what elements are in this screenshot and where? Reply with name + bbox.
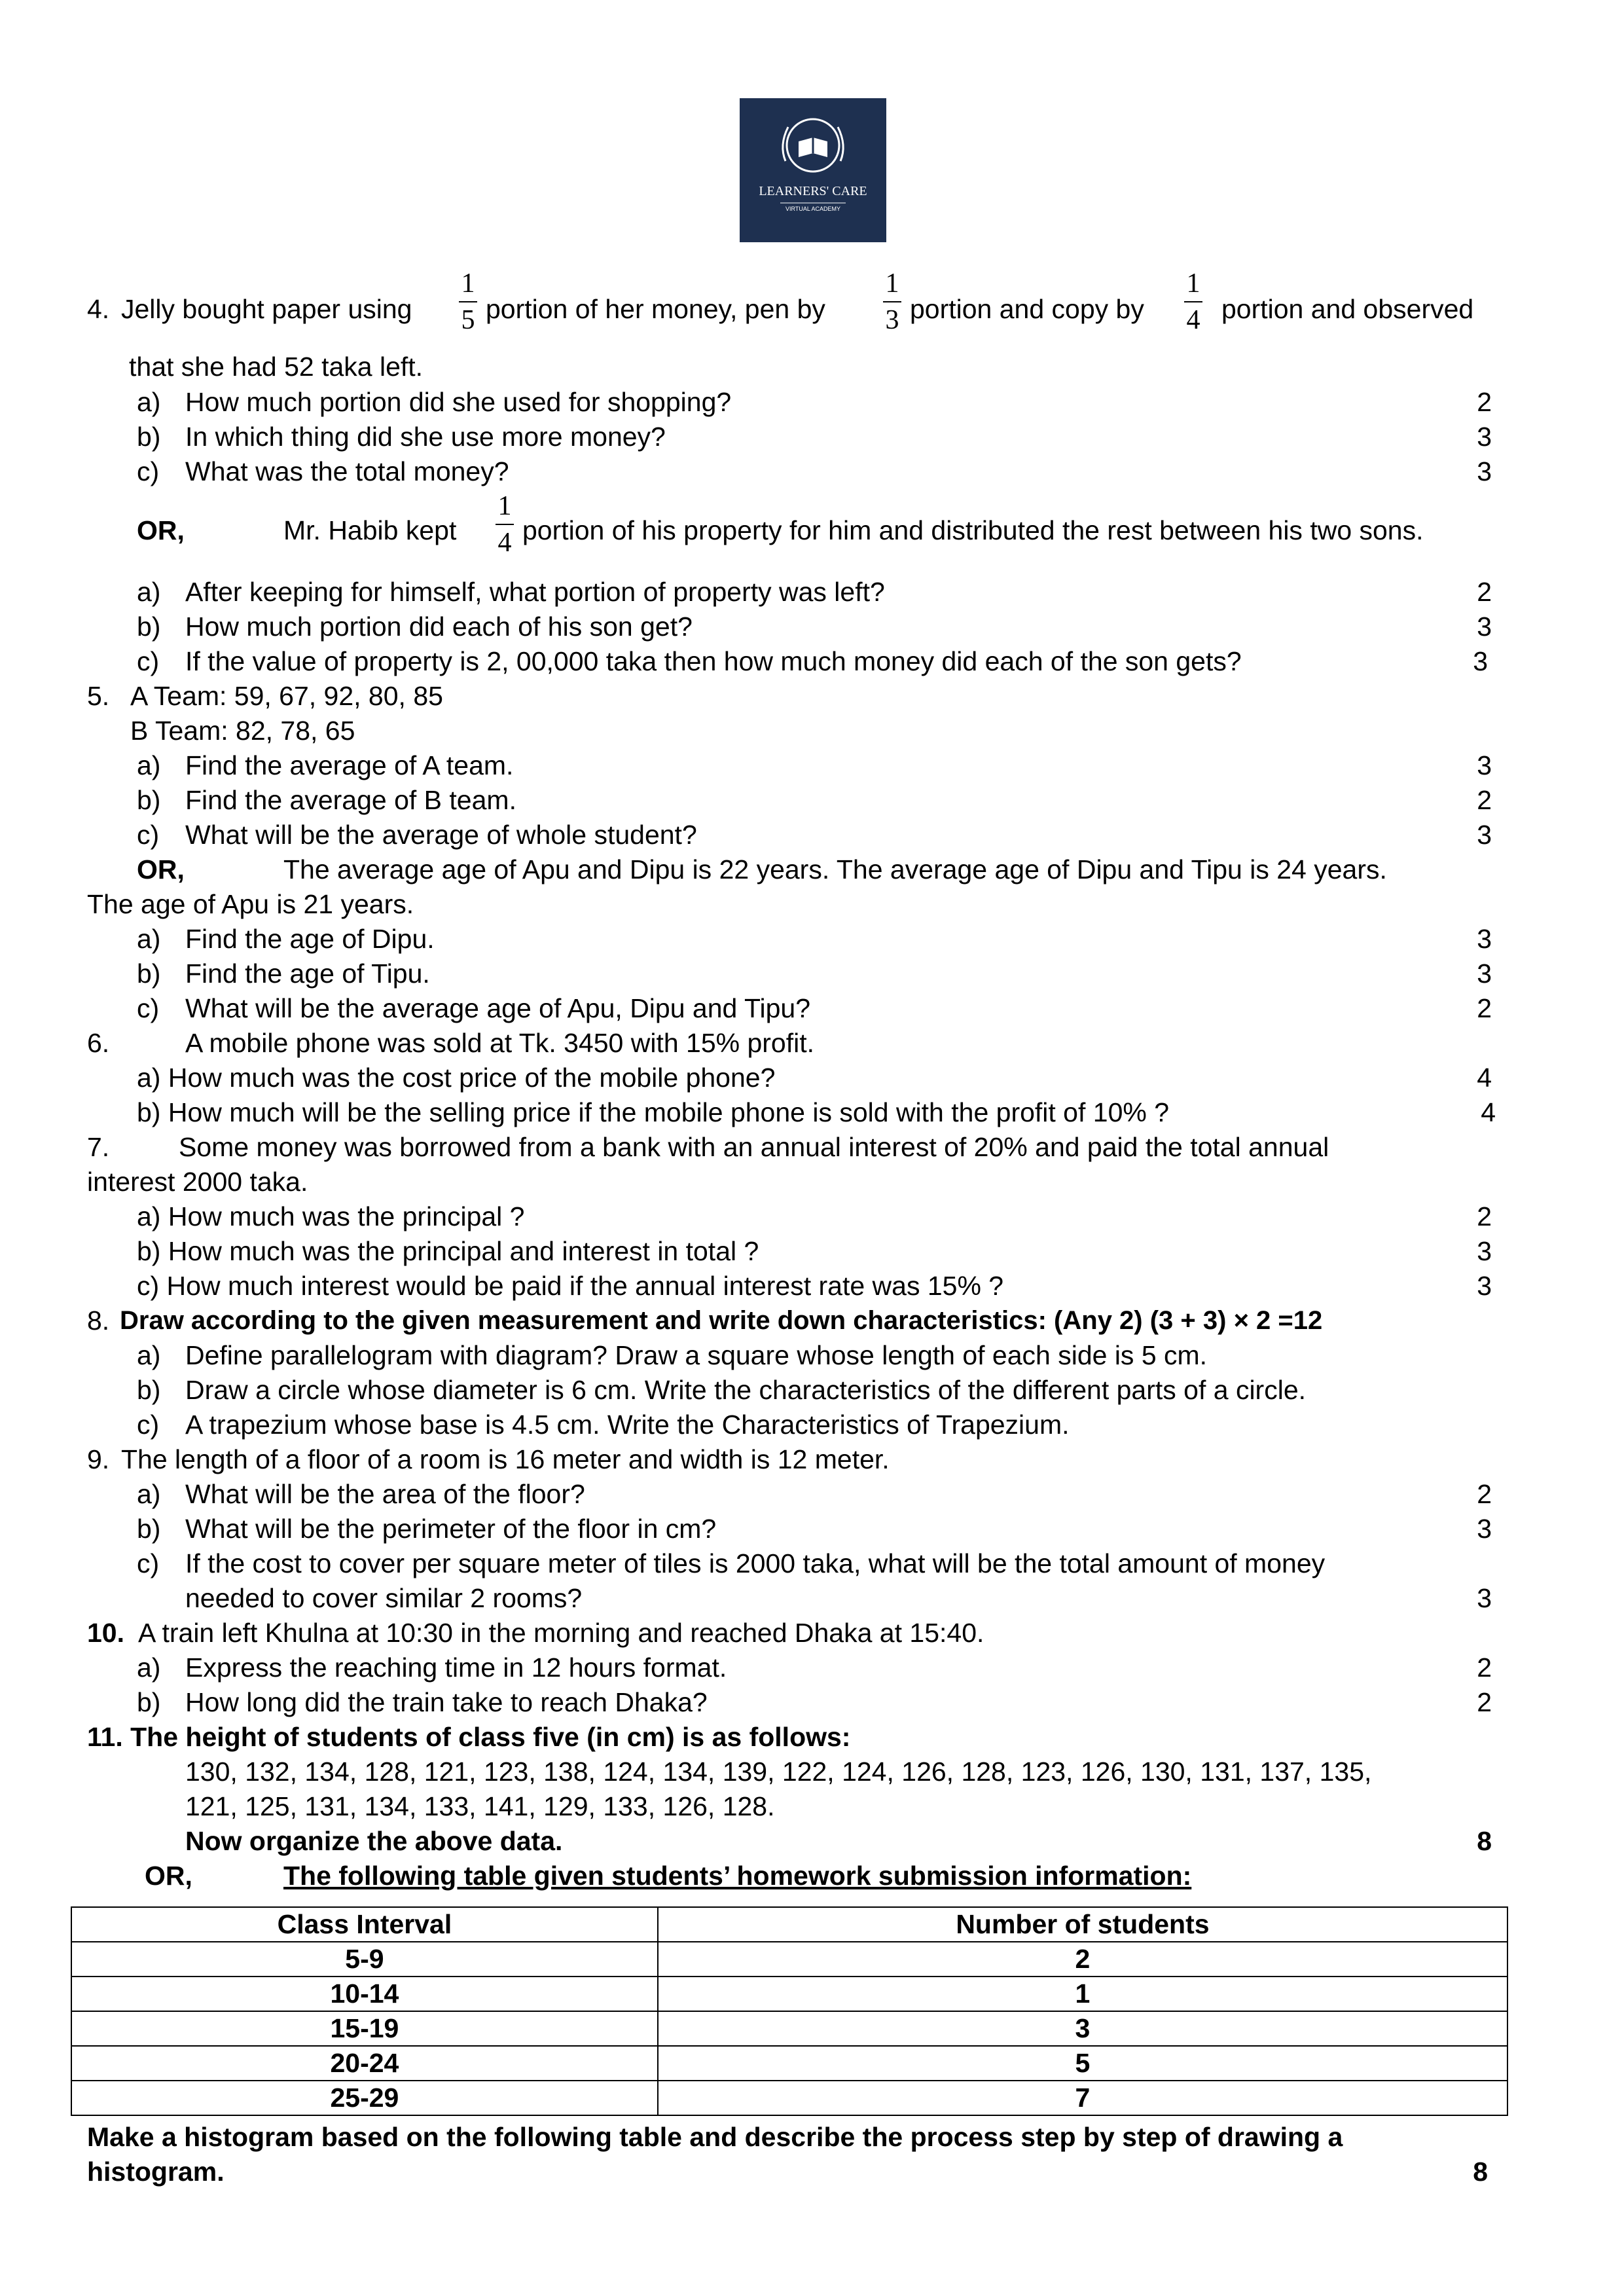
q8-number: 8. [87,1305,110,1336]
q4-continuation: that she had 52 taka left. [129,352,424,382]
logo-title: LEARNERS' CARE [759,184,867,198]
q4-or-a-label: a) [137,577,161,607]
q9b-label: b) [137,1514,161,1544]
logo-emblem [740,98,886,242]
q4-or-text-part2: portion of his property for him and distributed the rest between his two sons. [522,515,1424,545]
q11-heading: 11. The height of students of class five (in cm) is as follows: [87,1722,851,1752]
q5-or-label: OR, [137,854,185,884]
q4-text-part2: portion of her money, pen by [486,294,825,324]
q4-or-b-marks: 3 [1477,611,1492,642]
q5-or-c-text: What will be the average age of Apu, Dipu and Tipu? [185,993,811,1023]
q4b-text: In which thing did she use more money? [185,422,666,452]
q11-or-instruction-line2: histogram. [87,2157,225,2187]
q8a-label: a) [137,1340,161,1370]
q5-number: 5. [87,681,110,711]
q4-text-part4: portion and observed [1221,294,1474,324]
q6b-marks: 4 [1481,1097,1496,1127]
q11-or-label: OR, [145,1861,192,1891]
q9c-marks: 3 [1477,1583,1492,1613]
table-cell-interval: 25-29 [71,2081,658,2115]
q9c-text: If the cost to cover per square meter of tiles is 2000 taka, what will be the total amount of money [185,1548,1326,1578]
q6-number: 6. [87,1028,110,1058]
q5-or-b-label: b) [137,958,161,989]
table-cell-interval: 15-19 [71,2011,658,2046]
q9a-marks: 2 [1477,1479,1492,1509]
q4a-marks: 2 [1477,387,1492,417]
q8b-text: Draw a circle whose diameter is 6 cm. Write the characteristics of the different parts of a circle. [185,1375,1307,1405]
q4-fraction-3: 1 4 [1182,270,1204,334]
q11-or-instruction-line1: Make a histogram based on the following table and describe the process step by step of drawing a [87,2122,1343,2152]
q10b-label: b) [137,1687,161,1717]
q8c-text: A trapezium whose base is 4.5 cm. Write the Characteristics of Trapezium. [185,1410,1070,1440]
q5-team-b: B Team: 82, 78, 65 [130,716,355,746]
q5a-label: a) [137,750,161,780]
q5-team-a: A Team: 59, 67, 92, 80, 85 [130,681,443,711]
q4-text-part3: portion and copy by [910,294,1144,324]
q5a-text: Find the average of A team. [185,750,514,780]
q9b-text: What will be the perimeter of the floor in cm? [185,1514,717,1544]
q4-or-text-part1: Mr. Habib kept [283,515,457,545]
academy-logo [740,98,886,242]
q10a-label: a) [137,1652,161,1683]
q10-number: 10. [87,1618,124,1648]
q10-text: A train left Khulna at 10:30 in the morning and reached Dhaka at 15:40. [138,1618,984,1648]
homework-table [71,1906,1508,2116]
q4a-label: a) [137,387,161,417]
q5b-label: b) [137,785,161,815]
q5-or-a-text: Find the age of Dipu. [185,924,435,954]
table-cell-count: 7 [658,2081,1507,2115]
q5-or-continuation: The age of Apu is 21 years. [87,889,414,919]
q4-or-c-text: If the value of property is 2, 00,000 taka then how much money did each of the son gets? [185,646,1242,676]
q11-or-marks: 8 [1473,2157,1488,2187]
q5a-marks: 3 [1477,750,1492,780]
q8b-label: b) [137,1375,161,1405]
q8a-text: Define parallelogram with diagram? Draw a square whose length of each side is 5 cm. [185,1340,1208,1370]
q7b-marks: 3 [1477,1236,1492,1266]
table-cell-count: 1 [658,1977,1507,2011]
logo-subtitle: VIRTUAL ACADEMY [785,206,841,212]
q6-text: A mobile phone was sold at Tk. 3450 with 15% profit. [185,1028,815,1058]
q11-or-text: The following table given students’ homework submission information: [283,1861,1192,1891]
q11-data-line2: 121, 125, 131, 134, 133, 141, 129, 133, 126, 128. [185,1791,775,1821]
q5-or-text: The average age of Apu and Dipu is 22 years. The average age of Dipu and Tipu is 24 years. [283,854,1387,884]
table-header-row [71,1907,1507,1942]
table-header-number-of-students: Number of students [658,1907,1507,1942]
q11-data-line1: 130, 132, 134, 128, 121, 123, 138, 124, 134, 139, 122, 124, 126, 128, 123, 126, 130, 131, 137, 135, [185,1757,1372,1787]
q4-or-c-label: c) [137,646,160,676]
table-row [71,1942,1507,1977]
q4-or-a-marks: 2 [1477,577,1492,607]
q9a-text: What will be the area of the floor? [185,1479,585,1509]
q4a-text: How much portion did she used for shopping? [185,387,732,417]
q4c-label: c) [137,456,160,486]
q7-text: Some money was borrowed from a bank with an annual interest of 20% and paid the total annual [179,1132,1329,1162]
q9-number: 9. [87,1444,110,1474]
q7-number: 7. [87,1132,110,1162]
table-cell-count: 5 [658,2046,1507,2081]
q4b-label: b) [137,422,161,452]
q10a-text: Express the reaching time in 12 hours format. [185,1652,727,1683]
q9b-marks: 3 [1477,1514,1492,1544]
q5c-text: What will be the average of whole student? [185,820,697,850]
q4-or-label: OR, [137,515,185,545]
q10b-text: How long did the train take to reach Dhaka? [185,1687,708,1717]
q6a-marks: 4 [1477,1063,1492,1093]
q5-or-b-text: Find the age of Tipu. [185,958,430,989]
q5-or-a-marks: 3 [1477,924,1492,954]
q7c-text: c) How much interest would be paid if the annual interest rate was 15% ? [137,1271,1004,1301]
table-row [71,2011,1507,2046]
q5c-label: c) [137,820,160,850]
q11-marks: 8 [1477,1826,1492,1856]
q4-or-c-marks: 3 [1473,646,1488,676]
q8c-label: c) [137,1410,160,1440]
q4-fraction-2: 1 3 [881,270,903,334]
q4-or-b-label: b) [137,611,161,642]
q4-or-b-text: How much portion did each of his son get? [185,611,693,642]
q9c-continuation: needed to cover similar 2 rooms? [185,1583,583,1613]
q4-fraction-1: 1 5 [457,270,479,334]
table-cell-interval: 5-9 [71,1942,658,1977]
table-row [71,2081,1507,2115]
q4-text-part1: Jelly bought paper using [121,294,412,324]
table-header-class-interval: Class Interval [71,1907,658,1942]
q6b-text: b) How much will be the selling price if the mobile phone is sold with the profit of 10% ? [137,1097,1170,1127]
q4b-marks: 3 [1477,422,1492,452]
q7c-marks: 3 [1477,1271,1492,1301]
q9c-label: c) [137,1548,160,1578]
q10b-marks: 2 [1477,1687,1492,1717]
q7b-text: b) How much was the principal and interest in total ? [137,1236,759,1266]
q4c-text: What was the total money? [185,456,509,486]
table-cell-interval: 10-14 [71,1977,658,2011]
q4-number: 4. [87,294,110,324]
q10a-marks: 2 [1477,1652,1492,1683]
q8-text: Draw according to the given measurement and write down characteristics: (Any 2) (3 + 3) × 2 =12 [120,1306,1323,1335]
q5c-marks: 3 [1477,820,1492,850]
q9-text: The length of a floor of a room is 16 meter and width is 12 meter. [121,1444,890,1474]
q5b-text: Find the average of B team. [185,785,516,815]
table-row [71,1977,1507,2011]
q6a-text: a) How much was the cost price of the mobile phone? [137,1063,776,1093]
q5-or-b-marks: 3 [1477,958,1492,989]
table-cell-count: 2 [658,1942,1507,1977]
q4c-marks: 3 [1477,456,1492,486]
q7-continuation: interest 2000 taka. [87,1167,308,1197]
q5-or-c-marks: 2 [1477,993,1492,1023]
q4-or-fraction: 1 4 [494,492,516,556]
q4-or-a-text: After keeping for himself, what portion of property was left? [185,577,885,607]
q5b-marks: 2 [1477,785,1492,815]
q5-or-c-label: c) [137,993,160,1023]
q5-or-a-label: a) [137,924,161,954]
table-cell-interval: 20-24 [71,2046,658,2081]
q9a-label: a) [137,1479,161,1509]
table-row [71,2046,1507,2081]
q11-organize-text: Now organize the above data. [185,1826,563,1856]
q7a-marks: 2 [1477,1201,1492,1231]
table-cell-count: 3 [658,2011,1507,2046]
q7a-text: a) How much was the principal ? [137,1201,525,1231]
